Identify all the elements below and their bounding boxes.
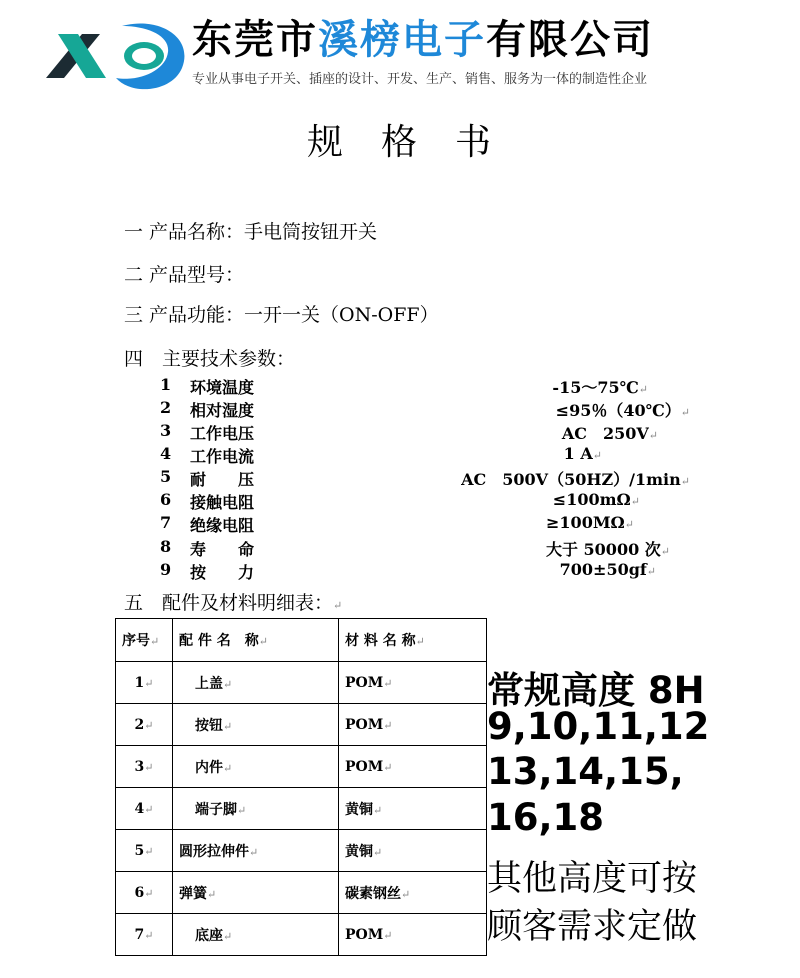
cell-part-name: 弹簧↵ bbox=[173, 872, 339, 914]
cell-material: POM↵ bbox=[339, 914, 487, 956]
param-name: 工作电流 bbox=[190, 447, 255, 466]
param-value: 700±50gf↵ bbox=[559, 560, 656, 579]
cell-part-name: 按钮↵ bbox=[173, 704, 339, 746]
cell-index: 5↵ bbox=[116, 830, 173, 872]
param-value: ≤100mΩ↵ bbox=[552, 490, 640, 509]
param-num: 6 bbox=[160, 490, 172, 509]
cell-index: 2↵ bbox=[116, 704, 173, 746]
height-note-line1: 常规高度 8H bbox=[487, 669, 705, 712]
custom-height-note-line1: 其他高度可按 bbox=[487, 859, 698, 899]
cell-part-name: 端子脚↵ bbox=[173, 788, 339, 830]
cell-material: POM↵ bbox=[339, 746, 487, 788]
custom-height-note-line2: 顾客需求定做 bbox=[487, 907, 698, 947]
param-num: 2 bbox=[160, 398, 172, 417]
param-value: ≤95％（40℃）↵ bbox=[555, 401, 690, 420]
cell-material: POM↵ bbox=[339, 704, 487, 746]
company-name-part1: 东莞市 bbox=[192, 17, 318, 63]
cell-material: 黄铜↵ bbox=[339, 830, 487, 872]
height-note-line4: 16,18 bbox=[487, 796, 605, 839]
company-name-part3: 有限公司 bbox=[486, 17, 654, 63]
param-name: 相对湿度 bbox=[190, 401, 255, 420]
param-num: 9 bbox=[160, 560, 172, 579]
section-product-name: 一 产品名称：手电筒按钮开关 bbox=[124, 221, 378, 243]
cell-part-name: 圆形拉伸件↵ bbox=[173, 830, 339, 872]
header-cell-index: 序号↵ bbox=[116, 619, 173, 662]
header-cell-material: 材 料 名 称↵ bbox=[339, 619, 487, 662]
param-value: -15～75℃↵ bbox=[552, 378, 648, 397]
company-name-part2: 溪榜电子 bbox=[318, 17, 486, 63]
cell-index: 3↵ bbox=[116, 746, 173, 788]
param-name: 接触电阻 bbox=[190, 493, 255, 512]
param-num: 8 bbox=[160, 537, 172, 556]
table-row bbox=[116, 830, 487, 872]
logo-ring-hole bbox=[132, 48, 156, 64]
cell-part-name: 上盖↵ bbox=[173, 662, 339, 704]
table-header-row bbox=[116, 619, 487, 662]
table-row bbox=[116, 662, 487, 704]
company-name bbox=[192, 8, 654, 65]
cell-index: 4↵ bbox=[116, 788, 173, 830]
table-row bbox=[116, 872, 487, 914]
param-value: ≥100MΩ↵ bbox=[546, 513, 634, 532]
height-note-line2: 9,10,11,12 bbox=[487, 705, 710, 748]
param-name: 按 力 bbox=[190, 563, 255, 582]
param-num: 4 bbox=[160, 444, 172, 463]
param-value: AC 500V（50HZ）/1min↵ bbox=[461, 470, 690, 489]
cell-material: 黄铜↵ bbox=[339, 788, 487, 830]
param-num: 3 bbox=[160, 421, 172, 440]
cell-part-name: 内件↵ bbox=[173, 746, 339, 788]
table-row bbox=[116, 914, 487, 956]
section-product-model: 二 产品型号： bbox=[124, 264, 245, 286]
param-value: AC 250V↵ bbox=[561, 424, 658, 443]
param-num: 5 bbox=[160, 467, 172, 486]
parts-table bbox=[115, 618, 487, 956]
cell-part-name: 底座↵ bbox=[173, 914, 339, 956]
cell-material: 碳素钢丝↵ bbox=[339, 872, 487, 914]
param-name: 环境温度 bbox=[190, 378, 255, 397]
document-title: 规格书 bbox=[306, 122, 529, 163]
table-row bbox=[116, 788, 487, 830]
header-cell-part-name: 配 件 名 称↵ bbox=[173, 619, 339, 662]
param-num: 7 bbox=[160, 513, 172, 532]
cell-material: POM↵ bbox=[339, 662, 487, 704]
param-name: 耐 压 bbox=[190, 470, 255, 489]
section-main-params: 四 主要技术参数： bbox=[124, 348, 296, 370]
param-name: 绝缘电阻 bbox=[190, 516, 255, 535]
param-value: 1 A↵ bbox=[563, 444, 602, 463]
section-parts-list: 五 配件及材料明细表：↵ bbox=[124, 592, 343, 614]
company-slogan: 专业从事电子开关、插座的设计、开发、生产、销售、服务为一体的制造性企业 bbox=[192, 72, 648, 87]
cell-index: 1↵ bbox=[116, 662, 173, 704]
table-row bbox=[116, 704, 487, 746]
param-name: 工作电压 bbox=[190, 424, 255, 443]
height-note-line3: 13,14,15, bbox=[487, 750, 684, 793]
cell-index: 6↵ bbox=[116, 872, 173, 914]
param-value: 大于 50000 次↵ bbox=[545, 540, 670, 559]
company-logo bbox=[44, 16, 194, 94]
table-row bbox=[116, 746, 487, 788]
param-name: 寿 命 bbox=[190, 540, 255, 559]
param-num: 1 bbox=[160, 375, 172, 394]
cell-index: 7↵ bbox=[116, 914, 173, 956]
section-product-function: 三 产品功能：一开一关（ON-OFF） bbox=[124, 304, 439, 326]
